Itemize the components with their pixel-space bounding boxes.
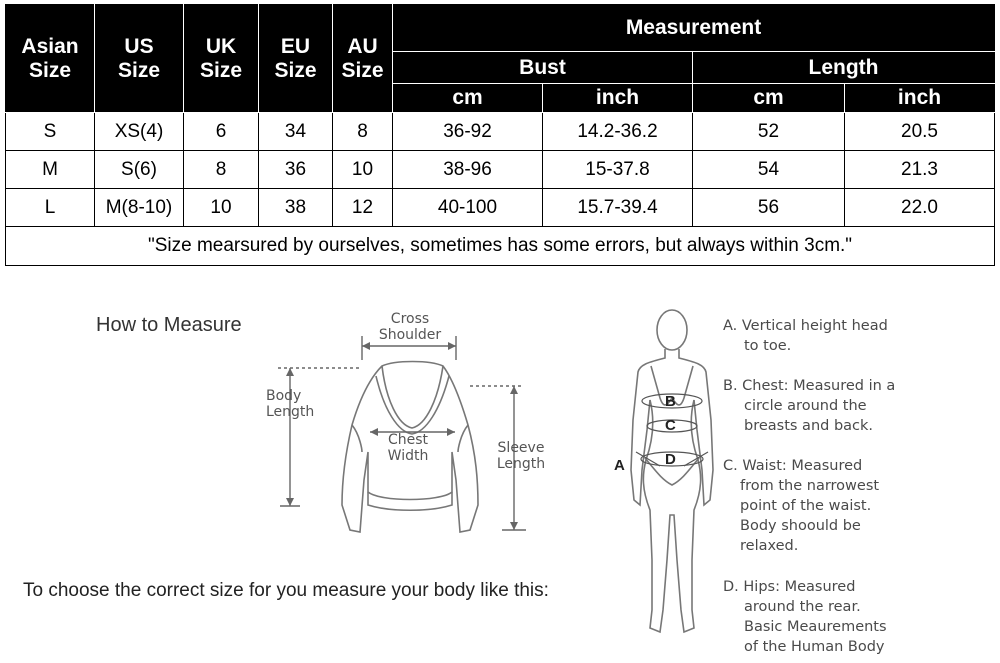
legend-a: A. Vertical height head to toe.: [723, 318, 888, 354]
header-au-size: AU Size: [333, 5, 393, 113]
table-note: "Size mearsured by ourselves, sometimes has some errors, but always within 3cm.": [6, 227, 995, 266]
body-letter-b: B: [665, 393, 676, 410]
cell: 38: [259, 189, 333, 227]
cross-shoulder-label: Cross Shoulder: [378, 311, 442, 343]
cell: 8: [333, 113, 393, 151]
cell: 15.7-39.4: [543, 189, 693, 227]
body-figure: [631, 310, 713, 632]
cell: 36: [259, 151, 333, 189]
cell: 21.3: [845, 151, 995, 189]
cell: 22.0: [845, 189, 995, 227]
cell: 6: [184, 113, 259, 151]
cell: 14.2-36.2: [543, 113, 693, 151]
header-bust: Bust: [393, 52, 693, 84]
cell: 54: [693, 151, 845, 189]
body-letter-a: A: [614, 457, 625, 474]
cell: 10: [333, 151, 393, 189]
cell: 20.5: [845, 113, 995, 151]
header-bust-inch: inch: [543, 84, 693, 113]
measure-instruction: To choose the correct size for you measure your body like this:: [23, 580, 549, 601]
cell: 38-96: [393, 151, 543, 189]
cell: 12: [333, 189, 393, 227]
cell: 34: [259, 113, 333, 151]
sleeve-length-label: Sleeve Length: [496, 440, 546, 472]
cell: S(6): [95, 151, 184, 189]
cell: M: [6, 151, 95, 189]
header-length: Length: [693, 52, 995, 84]
header-length-cm: cm: [693, 84, 845, 113]
body-letter-d: D: [665, 451, 676, 468]
body-length-label: Body Length: [266, 388, 315, 420]
how-to-measure-title: How to Measure: [96, 314, 242, 336]
cell: 52: [693, 113, 845, 151]
cell: 10: [184, 189, 259, 227]
header-us-size: US Size: [95, 5, 184, 113]
header-length-inch: inch: [845, 84, 995, 113]
cell: 15-37.8: [543, 151, 693, 189]
cell: XS(4): [95, 113, 184, 151]
chest-width-label: Chest Width: [387, 432, 429, 464]
legend-b: B. Chest: Measured in a circle around the breasts and back.: [723, 378, 896, 434]
cell: 40-100: [393, 189, 543, 227]
cell: L: [6, 189, 95, 227]
cell: 36-92: [393, 113, 543, 151]
cell: S: [6, 113, 95, 151]
legend-c: C. Waist: Measured from the narrowest point of the waist. Body shoould be relaxed.: [723, 458, 880, 554]
body-letter-c: C: [665, 417, 676, 434]
header-uk-size: UK Size: [184, 5, 259, 113]
header-eu-size: EU Size: [259, 5, 333, 113]
cell: 56: [693, 189, 845, 227]
header-bust-cm: cm: [393, 84, 543, 113]
legend-d: D. Hips: Measured around the rear. Basic Meaurements of the Human Body: [723, 579, 887, 655]
cell: M(8-10): [95, 189, 184, 227]
header-asian-size: Asian Size: [6, 5, 95, 113]
cell: 8: [184, 151, 259, 189]
header-measurement: Measurement: [393, 5, 995, 52]
